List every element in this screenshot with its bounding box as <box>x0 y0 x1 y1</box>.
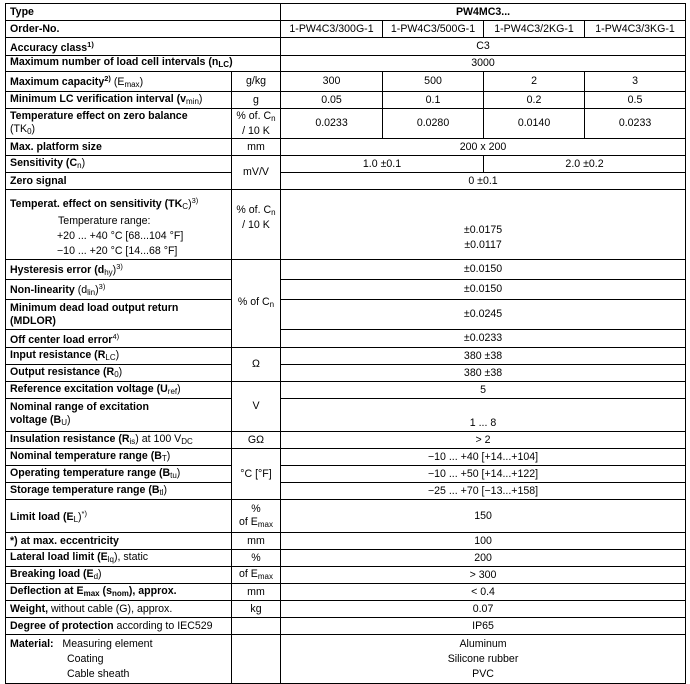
off-center-label: Off center load error$^{4)}$ <box>6 330 232 348</box>
temp-unit: °C [°F] <box>232 449 281 500</box>
insulation-row <box>6 432 686 449</box>
max-capacity-1: 300 <box>281 72 383 92</box>
material-item-3: Cable sheath <box>67 667 130 680</box>
lateral-unit: % <box>232 550 281 567</box>
ref-exc-label: Reference excitation voltage $(U_{ref})$ <box>6 382 232 399</box>
op-temp-row <box>6 466 686 483</box>
temp-zero-1: 0.0233 <box>281 109 383 139</box>
nom-temp-row <box>6 449 686 466</box>
max-capacity-label: Maximum capacity$^{2)}$ $(E_{max})$ <box>6 72 232 92</box>
eccentricity-unit: mm <box>232 533 281 550</box>
temp-zero-row <box>6 109 686 139</box>
weight-row <box>6 601 686 618</box>
material-value-2: Silicone rubber <box>447 652 519 665</box>
order-no-3: 1-PW4C3/2KG-1 <box>484 21 585 38</box>
temp-zero-3: 0.0140 <box>484 109 585 139</box>
protection-row <box>6 618 686 635</box>
ref-exc-row <box>6 382 686 399</box>
pct-unit: % of $C_n$ <box>232 260 281 348</box>
order-no-2: 1-PW4C3/500G-1 <box>383 21 484 38</box>
insulation-unit: GΩ <box>232 432 281 449</box>
hysteresis-label: Hysteresis error $(d_{hy})^{3)}$ <box>6 260 232 280</box>
storage-temp-label: Storage temperature range $(B_{tl})$ <box>6 483 232 500</box>
sensitivity-1: 1.0 ±0.1 <box>281 156 484 173</box>
weight-value: 0.07 <box>281 601 686 618</box>
max-capacity-2: 500 <box>383 72 484 92</box>
min-interval-row <box>6 92 686 109</box>
max-capacity-3: 2 <box>484 72 585 92</box>
type-row <box>6 4 686 21</box>
weight-unit: kg <box>232 601 281 618</box>
max-intervals-value: 3000 <box>281 56 686 72</box>
storage-temp-value: −25 ... +70 [−13...+158] <box>281 483 686 500</box>
hysteresis-value: ±0.0150 <box>281 260 686 280</box>
accuracy-value: C3 <box>281 38 686 56</box>
platform-row <box>6 139 686 156</box>
temp-zero-2: 0.0280 <box>383 109 484 139</box>
op-temp-label: Operating temperature range $(B_{tu})$ <box>6 466 232 483</box>
temp-zero-4: 0.0233 <box>585 109 686 139</box>
nonlinearity-label: Non-linearity $(d_{lin})^{3)}$ <box>6 280 232 300</box>
order-row <box>6 21 686 38</box>
limit-load-label: Limit load $(E_L)^{*)}$ <box>6 500 232 533</box>
material-unit <box>232 635 281 684</box>
min-interval-3: 0.2 <box>484 92 585 109</box>
temp-sens-unit: % of. $C_n$ / 10 K <box>232 190 281 260</box>
deflection-row <box>6 584 686 601</box>
output-res-value: 380 ±38 <box>281 365 686 382</box>
material-values <box>281 635 686 684</box>
limit-load-value: 150 <box>281 500 686 533</box>
insulation-value: > 2 <box>281 432 686 449</box>
order-no-4: 1-PW4C3/3KG-1 <box>585 21 686 38</box>
sensitivity-2: 2.0 ±0.2 <box>484 156 686 173</box>
platform-value: 200 x 200 <box>281 139 686 156</box>
insulation-label: Insulation resistance $(R_{is})$ at 100 $V_{DC}$ <box>6 432 232 449</box>
output-res-row <box>6 365 686 382</box>
nonlinearity-value: ±0.0150 <box>281 280 686 300</box>
accuracy-label: Accuracy class$^{1)}$ <box>6 38 281 56</box>
temp-sens-row <box>6 190 686 260</box>
ref-exc-value: 5 <box>281 382 686 399</box>
temp-zero-label: Temperature effect on zero balance $(TK_0)$ <box>6 109 232 139</box>
weight-label: Weight, without cable (G), approx. <box>6 601 232 618</box>
platform-unit: mm <box>232 139 281 156</box>
accuracy-row <box>6 38 686 56</box>
op-temp-value: −10 ... +50 [+14...+122] <box>281 466 686 483</box>
off-center-value: ±0.0233 <box>281 330 686 348</box>
output-res-label: Output resistance $(R_0)$ <box>6 365 232 382</box>
breaking-row <box>6 567 686 584</box>
zero-signal-value: 0 ±0.1 <box>281 173 686 190</box>
deflection-label: Deflection at $E_{max}$ $(s_{nom})$, approx. <box>6 584 232 601</box>
lateral-value: 200 <box>281 550 686 567</box>
off-center-row <box>6 330 686 348</box>
input-res-row <box>6 348 686 365</box>
temp-sens-values <box>281 190 686 260</box>
temp-sens-label: Temperat. effect on sensitivity $(TK_C)^{3)}$ Temperature range: +20 ... +40 °C [68...104 °F] −10 ... +20 °C [14...68 °F] <box>6 190 232 260</box>
nom-temp-label: Nominal temperature range $(B_T)$ <box>6 449 232 466</box>
zero-signal-row <box>6 173 686 190</box>
material-label: Material: Measuring element Coating Cable sheath <box>6 635 232 684</box>
order-no-1: 1-PW4C3/300G-1 <box>281 21 383 38</box>
limit-load-row <box>6 500 686 533</box>
nom-exc-label: Nominal range of excitation voltage $(B_U)$ <box>6 399 232 432</box>
hysteresis-row <box>6 260 686 280</box>
eccentricity-value: 100 <box>281 533 686 550</box>
breaking-value: > 300 <box>281 567 686 584</box>
type-label: Type <box>6 4 281 21</box>
protection-value: IP65 <box>281 618 686 635</box>
material-value-1: Aluminum <box>459 637 507 650</box>
lateral-label: Lateral load limit $(E_{lq})$, static <box>6 550 232 567</box>
volt-unit: V <box>232 382 281 432</box>
lateral-row <box>6 550 686 567</box>
sensitivity-row <box>6 156 686 173</box>
material-item-1: Measuring element <box>62 637 153 650</box>
temp-zero-unit: % of. $C_n$ / 10 K <box>232 109 281 139</box>
protection-unit <box>232 618 281 635</box>
nom-exc-row <box>6 399 686 432</box>
zero-signal-label: Zero signal <box>6 173 232 190</box>
eccentricity-label: *) at max. eccentricity <box>6 533 232 550</box>
sensitivity-label: Sensitivity $(C_n)$ <box>6 156 232 173</box>
material-item-2: Coating <box>67 652 104 665</box>
min-interval-1: 0.05 <box>281 92 383 109</box>
limit-load-unit: % of $E_{max}$ <box>232 500 281 533</box>
spec-table <box>5 3 686 684</box>
deflection-unit: mm <box>232 584 281 601</box>
platform-label: Max. platform size <box>6 139 232 156</box>
nom-exc-value: 1 ... 8 <box>281 399 686 432</box>
type-value: PW4MC3... <box>281 4 686 21</box>
temp-sens-value-1: ±0.0175 <box>463 224 503 236</box>
breaking-unit: of $E_{max}$ <box>232 567 281 584</box>
mdlor-value: ±0.0245 <box>281 300 686 330</box>
mdlor-label: Minimum dead load output return (MDLOR) <box>6 300 232 330</box>
max-intervals-label: Maximum number of load cell intervals $(n_{LC})$ <box>6 56 281 72</box>
deflection-value: < 0.4 <box>281 584 686 601</box>
sensitivity-unit: mV/V <box>232 156 281 190</box>
nom-temp-value: −10 ... +40 [+14...+104] <box>281 449 686 466</box>
max-capacity-row <box>6 72 686 92</box>
ohm-unit: Ω <box>232 348 281 382</box>
breaking-label: Breaking load $(E_d)$ <box>6 567 232 584</box>
max-capacity-unit: g/kg <box>232 72 281 92</box>
protection-label: Degree of protection according to IEC529 <box>6 618 232 635</box>
input-res-label: Input resistance $(R_{LC})$ <box>6 348 232 365</box>
max-capacity-4: 3 <box>585 72 686 92</box>
min-interval-label: Minimum LC verification interval $(v_{min})$ <box>6 92 232 109</box>
mdlor-row <box>6 300 686 330</box>
material-value-3: PVC <box>472 667 494 680</box>
input-res-value: 380 ±38 <box>281 348 686 365</box>
order-label: Order-No. <box>6 21 281 38</box>
min-interval-2: 0.1 <box>383 92 484 109</box>
material-row <box>6 635 686 684</box>
storage-temp-row <box>6 483 686 500</box>
temp-sens-value-2: ±0.0117 <box>464 239 502 251</box>
nonlinearity-row <box>6 280 686 300</box>
eccentricity-row <box>6 533 686 550</box>
max-intervals-row <box>6 56 686 72</box>
min-interval-4: 0.5 <box>585 92 686 109</box>
min-interval-unit: g <box>232 92 281 109</box>
